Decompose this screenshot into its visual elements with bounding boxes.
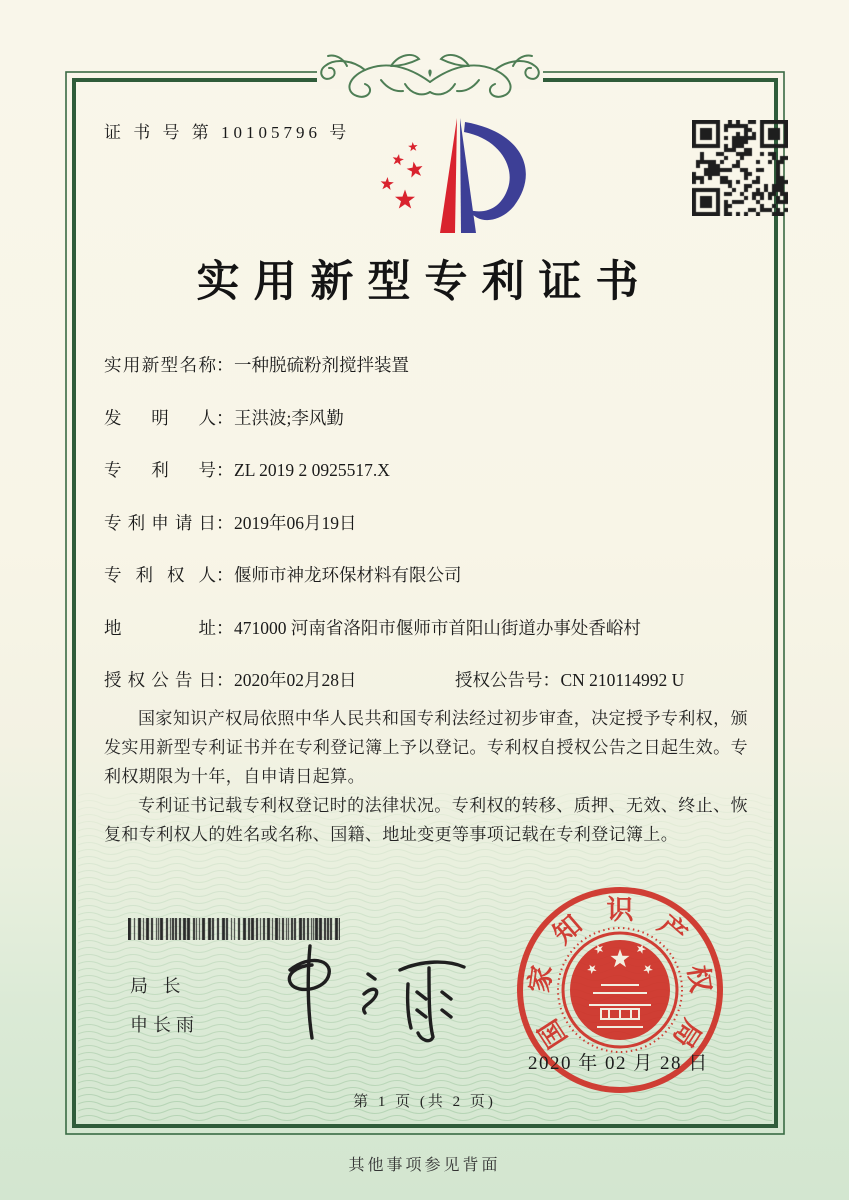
seal-date: 2020 年 02 月 28 日 xyxy=(528,1053,709,1074)
colon: ： xyxy=(216,670,234,690)
field-row-inventor xyxy=(104,405,752,429)
field-label: 发 明 人 xyxy=(104,407,216,428)
svg-text:局: 局 xyxy=(667,1014,708,1054)
field-row-patent-no xyxy=(104,457,752,481)
barcode xyxy=(128,918,340,940)
field-label: 专 利 号 xyxy=(104,460,216,480)
field-label: 授权公告号 xyxy=(455,670,543,690)
field-row-filing-date xyxy=(104,510,752,534)
svg-text:识: 识 xyxy=(606,895,634,925)
footer-note: 其他事项参见背面 xyxy=(348,1157,501,1174)
field-label: 地 址 xyxy=(104,617,216,638)
certificate-number: 证 书 号 第 10105796 号 xyxy=(104,123,351,142)
svg-text:家: 家 xyxy=(524,963,558,995)
field-value: 471000 河南省洛阳市偃师市首阳山街道办事处香峪村 xyxy=(234,617,641,638)
field-value: 2019年06月19日 xyxy=(234,512,357,533)
field-list xyxy=(104,352,752,720)
top-flourish-ornament xyxy=(295,36,565,116)
field-label: 专 利 权 人 xyxy=(104,565,216,585)
colon: ： xyxy=(216,512,234,533)
field-label: 专 利 申 请 日 xyxy=(104,512,216,533)
certificate-title: 实用新型专利证书 xyxy=(196,259,653,306)
field-label: 实 用 新 型 名 称 xyxy=(104,355,216,375)
colon: ： xyxy=(216,565,234,585)
svg-text:产: 产 xyxy=(652,909,693,950)
colon: ： xyxy=(542,670,560,690)
body-paragraph-1: 国家知识产权局依照中华人民共和国专利法经过初步审查，决定授予专利权，颁发实用新型专利证书并在专利登记簿上予以登记。专利权自授权公告之日起生效。专利权期限为十年，自申请日起算。 xyxy=(104,709,748,786)
signer-name: 申长雨 xyxy=(130,1015,199,1035)
signer-title: 局 长 xyxy=(130,976,186,996)
field-row-address xyxy=(104,615,752,639)
field-value: 王洪波;李风勤 xyxy=(234,407,344,428)
qr-code xyxy=(692,120,788,216)
field-row-patentee xyxy=(104,562,752,586)
page-number: 第 1 页 (共 2 页) xyxy=(353,1094,496,1110)
grant-no-value: CN 210114992 U xyxy=(560,670,685,690)
handwritten-signature xyxy=(252,938,472,1048)
svg-text:权: 权 xyxy=(682,963,716,995)
colon: ： xyxy=(216,355,234,375)
legal-text xyxy=(104,704,748,849)
colon: ： xyxy=(216,407,234,428)
svg-text:知: 知 xyxy=(547,909,588,950)
field-value: 一种脱硫粉剂搅拌装置 xyxy=(234,355,409,375)
svg-text:国: 国 xyxy=(532,1014,573,1054)
colon: ： xyxy=(216,460,234,480)
grant-date-value: 2020年02月28日 xyxy=(234,670,357,690)
field-row-grant xyxy=(104,667,752,691)
field-value: 偃师市神龙环保材料有限公司 xyxy=(234,565,462,585)
colon: ： xyxy=(216,617,234,638)
body-paragraph-2: 专利证书记载专利权登记时的法律状况。专利权的转移、质押、无效、终止、恢复和专利权人的姓名或名称、国籍、地址变更等事项记载在专利登记簿上。 xyxy=(104,796,748,844)
field-value: ZL 2019 2 0925517.X xyxy=(234,460,390,480)
cnipa-logo xyxy=(368,110,543,240)
field-row-name xyxy=(104,352,752,376)
field-label: 授 权 公 告 日 xyxy=(104,670,216,690)
